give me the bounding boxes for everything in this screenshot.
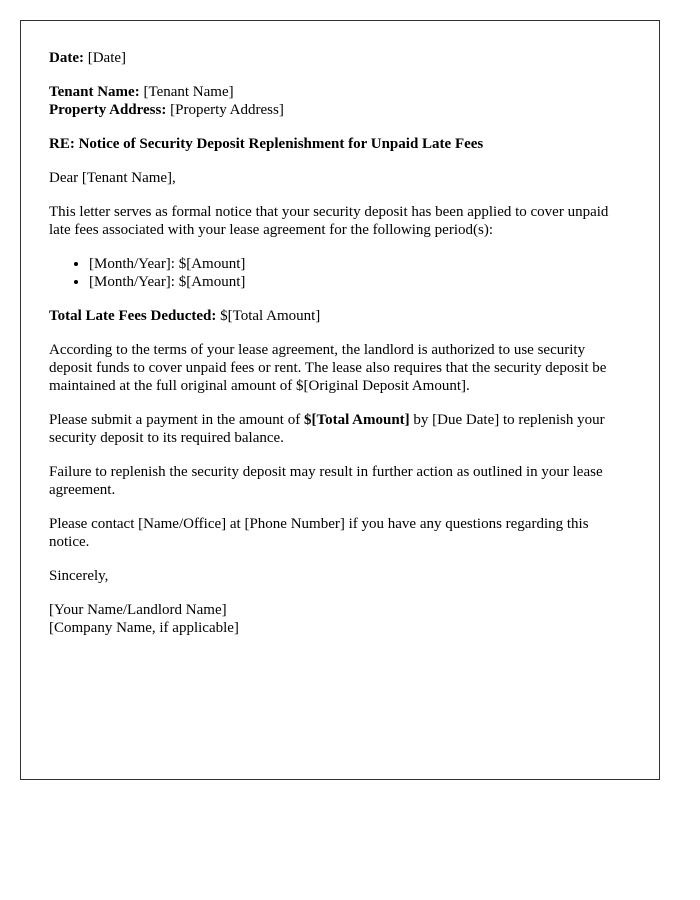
payment-text-before: Please submit a payment in the amount of (49, 412, 301, 428)
subject-line (49, 135, 631, 153)
terms-paragraph: According to the terms of your lease agreement, the landlord is authorized to use security deposit funds to cover unpaid fees or rent. The lease also requires that the security deposit be maintained at the full original amount of $[Original Deposit Amount]. (49, 342, 607, 394)
failure-paragraph: Failure to replenish the security deposit may result in further action as outlined in your lease agreement. (49, 464, 603, 498)
tenant-name-value: [Tenant Name] (143, 84, 234, 100)
closing: Sincerely, (49, 568, 109, 584)
intro-paragraph: This letter serves as formal notice that your security deposit has been applied to cover unpaid late fees associated with your lease agreement for the following period(s): (49, 204, 609, 238)
property-address-line (49, 101, 631, 119)
date-label: Date: (49, 50, 84, 66)
tenant-name-label: Tenant Name: (49, 84, 140, 100)
signature-block (49, 601, 631, 637)
date-value: [Date] (87, 50, 127, 66)
property-address-value: [Property Address] (170, 102, 284, 118)
property-address-label: Property Address: (49, 102, 167, 118)
contact-paragraph: Please contact [Name/Office] at [Phone Number] if you have any questions regarding this notice. (49, 516, 589, 550)
period-list (49, 255, 631, 291)
tenant-block (49, 83, 631, 119)
period-item: • [Month/Year]: $[Amount] (89, 273, 631, 291)
salutation: Dear [Tenant Name], (49, 170, 176, 186)
date-line (49, 49, 631, 67)
total-label: Total Late Fees Deducted: (49, 308, 217, 324)
payment-paragraph (49, 411, 631, 447)
signature-company: [Company Name, if applicable] (49, 620, 239, 636)
tenant-name-line (49, 83, 631, 101)
period-item: • [Month/Year]: $[Amount] (89, 255, 631, 273)
payment-text-after: by [Due Date] to replenish your security deposit to its required balance. (49, 412, 605, 446)
total-line (49, 307, 631, 325)
payment-amount: $[Total Amount] (303, 412, 410, 428)
signature-name: [Your Name/Landlord Name] (49, 602, 227, 618)
subject-text: RE: Notice of Security Deposit Replenishment for Unpaid Late Fees (49, 136, 484, 152)
letter-page (20, 20, 660, 780)
total-value: $[Total Amount] (220, 308, 321, 324)
